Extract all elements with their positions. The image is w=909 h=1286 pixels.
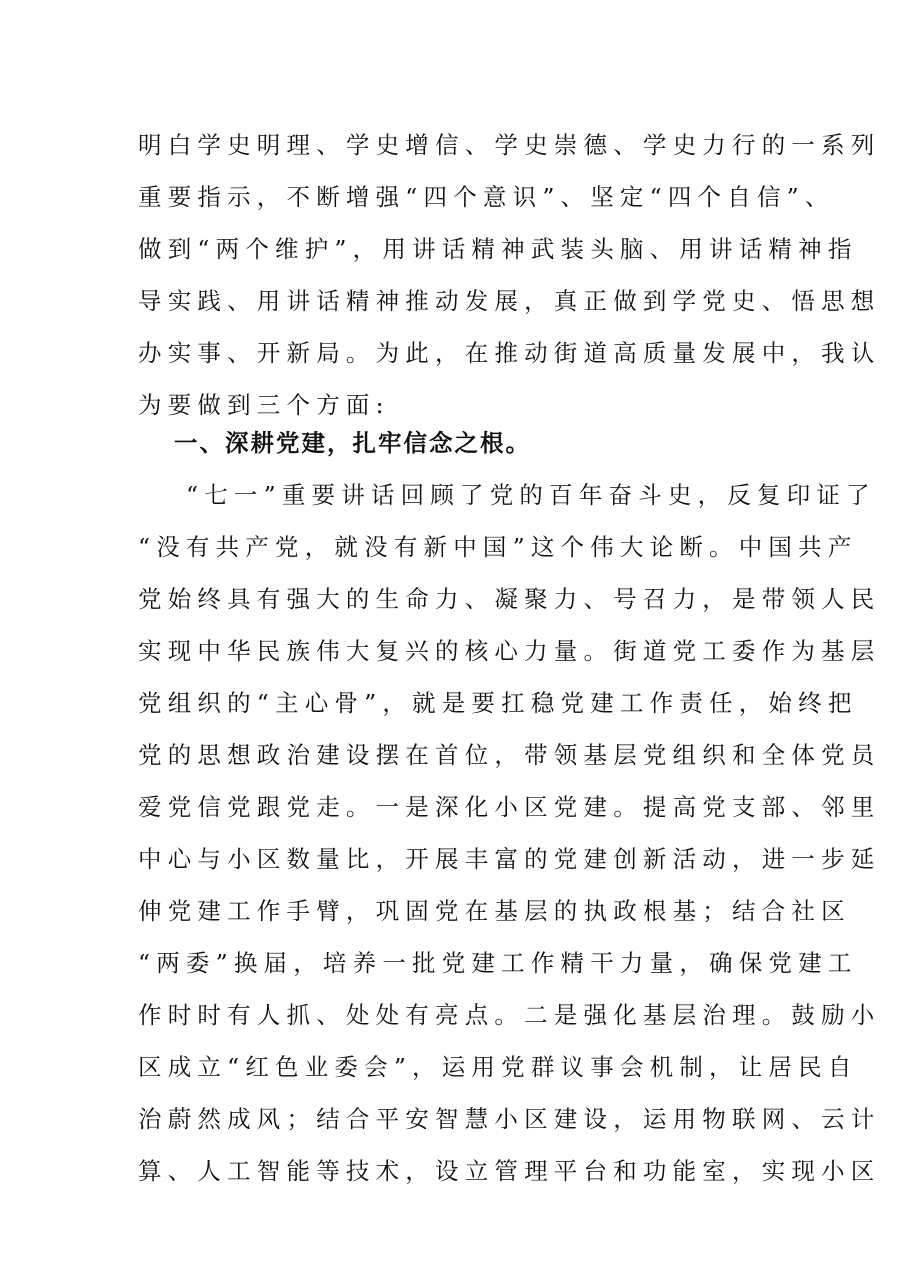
paragraph-line: 实现中华民族伟大复兴的核心力量。街道党工委作为基层 <box>138 637 881 665</box>
paragraph-line: “没有共产党，就没有新中国”这个伟大论断。中国共产 <box>138 533 858 561</box>
paragraph-line: 爱党信党跟党走。一是深化小区党建。提高党支部、邻里 <box>138 793 881 821</box>
paragraph-line: 办实事、开新局。为此，在推动街道高质量发展中，我认 <box>138 339 881 367</box>
paragraph-line: 为要做到三个方面: <box>138 391 390 419</box>
paragraph-line: “七一”重要讲话回顾了党的百年奋斗史，反复印证了 <box>186 481 876 509</box>
paragraph-line: 党始终具有强大的生命力、凝聚力、号召力，是带领人民 <box>138 585 881 613</box>
paragraph-line: 党的思想政治建设摆在首位，带领基层党组织和全体党员 <box>138 741 881 769</box>
paragraph-line: 作时时有人抓、处处有亮点。二是强化基层治理。鼓励小 <box>138 1001 881 1029</box>
paragraph-line: 做到“两个维护”，用讲话精神武装头脑、用讲话精神指 <box>138 235 858 263</box>
paragraph-line: 导实践、用讲话精神推动发展，真正做到学党史、悟思想 <box>138 287 881 315</box>
paragraph-line: 治蔚然成风；结合平安智慧小区建设，运用物联网、云计 <box>138 1105 881 1133</box>
paragraph-line: “两委”换届，培养一批党建工作精干力量，确保党建工 <box>138 949 858 977</box>
paragraph-line: 党组织的“主心骨”，就是要扛稳党建工作责任，始终把 <box>138 689 858 717</box>
section-heading: 一、深耕党建，扎牢信念之根。 <box>174 429 531 457</box>
paragraph-line: 算、人工智能等技术，设立管理平台和功能室，实现小区 <box>138 1157 881 1185</box>
paragraph-line: 中心与小区数量比，开展丰富的党建创新活动，进一步延 <box>138 845 881 873</box>
paragraph-line: 重要指示，不断增强“四个意识”、坚定“四个自信”、 <box>138 183 835 211</box>
paragraph-line: 伸党建工作手臂，巩固党在基层的执政根基；结合社区 <box>138 897 851 925</box>
paragraph-line: 区成立“红色业委会”，运用党群议事会机制，让居民自 <box>138 1053 858 1081</box>
paragraph-line: 明白学史明理、学史增信、学史崇德、学史力行的一系列 <box>138 131 881 159</box>
